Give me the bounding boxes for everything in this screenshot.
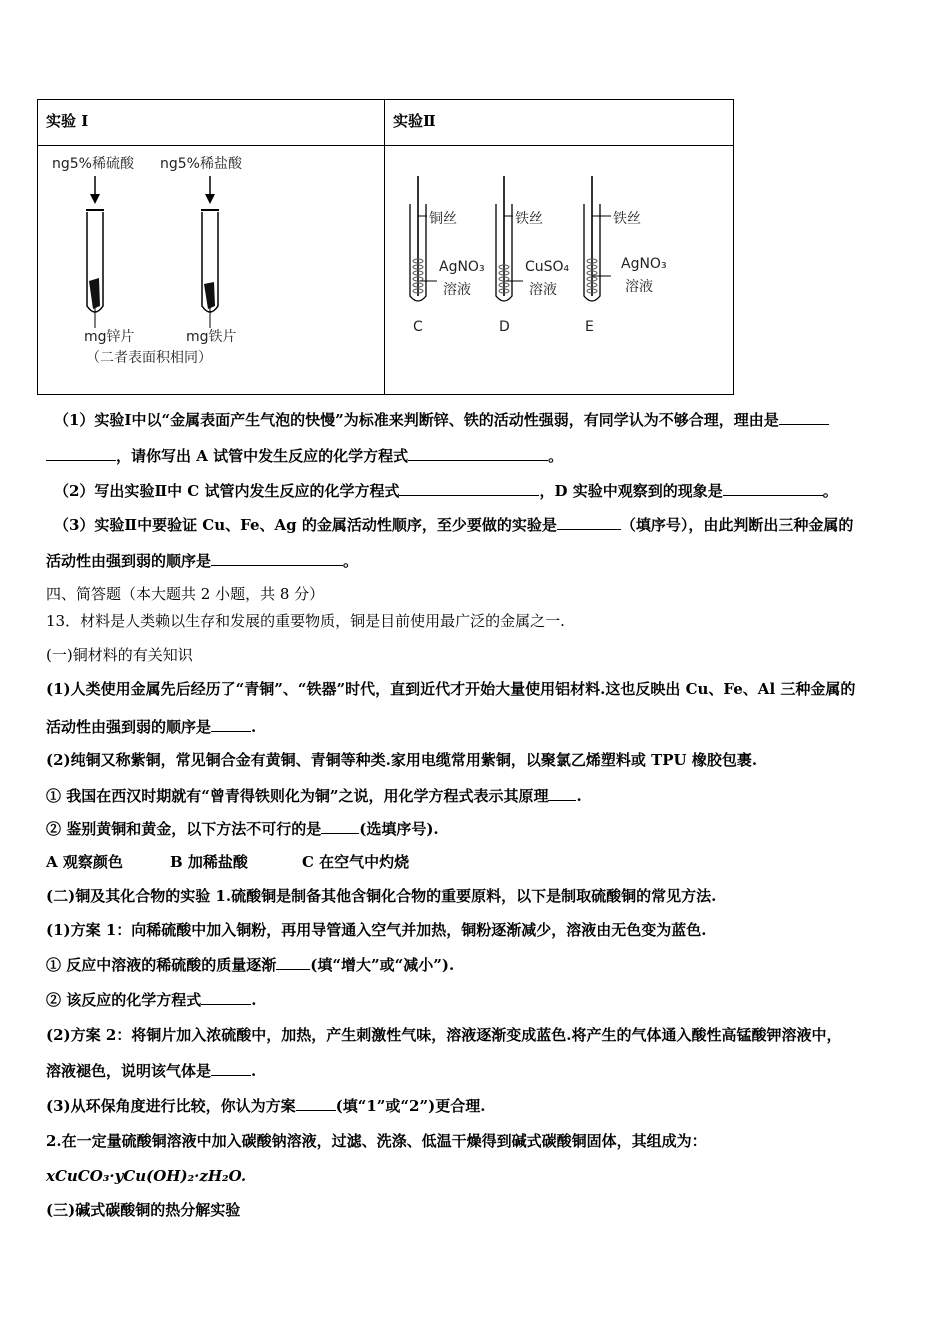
answer-blank[interactable]: [548, 786, 576, 801]
p2-1: (1)方案 1：向稀硫酸中加入铜粉，再用导管通入空气并加热，铜粉逐渐减少，溶液由无色变为蓝色.: [46, 921, 707, 939]
q1-line-1: （1）实验Ⅰ中以“金属表面产生气泡的快慢”为标准来判断锌、铁的活动性强弱，有同学认为不够合理，理由是: [54, 410, 924, 430]
answer-blank[interactable]: [201, 990, 251, 1005]
label-sol-c-1: AgNO₃: [439, 259, 485, 275]
section4-heading: 四、简答题（本大题共 2 小题，共 8 分）: [46, 585, 325, 603]
option-b: B 加稀盐酸: [170, 853, 248, 871]
label-metal-a: mg锌片: [84, 329, 135, 345]
label-sol-e-2: 溶液: [625, 279, 653, 295]
arrowhead-a: [90, 194, 100, 204]
answer-blank[interactable]: [557, 515, 621, 530]
p2-2-line-1: (2)方案 2：将铜片加入浓硫酸中，加热，产生刺激性气味，溶液逐渐变成蓝色.将产生的气体通入酸性高锰酸钾溶液中，: [46, 1026, 842, 1044]
label-wire-d: 铁丝: [515, 211, 543, 227]
answer-blank[interactable]: [211, 551, 343, 566]
option-c: C 在空气中灼烧: [302, 853, 410, 871]
part1-title: (一)铜材料的有关知识: [46, 646, 193, 664]
part2-title: (二)铜及其化合物的实验 1.硫酸铜是制备其他含铜化合物的重要原料，以下是制取硫酸铜的常见方法.: [46, 887, 717, 905]
p1-options: [46, 852, 916, 872]
test-tube-c: [410, 176, 437, 301]
p2-1-2: ② 该反应的化学方程式 .: [46, 991, 257, 1009]
answer-blank[interactable]: [408, 446, 548, 461]
answer-blank[interactable]: [399, 481, 539, 496]
exp2-figure-cell: [385, 146, 734, 395]
label-sol-d-1: CuSO₄: [525, 259, 570, 275]
test-tube-b: [201, 210, 219, 328]
label-tube-c: C: [413, 319, 423, 335]
p2-4: 2.在一定量硫酸铜溶液中加入碳酸钠溶液，过滤、洗涤、低温干燥得到碱式碳酸铜固体，其组成为：: [46, 1132, 707, 1150]
q3-line-1: （3）实验Ⅱ中要验证 Cu、Fe、Ag 的金属活动性顺序，至少要做的实验是 （填序号），由此判断出三种金属的: [54, 516, 854, 534]
q2-line: （2）写出实验Ⅱ中 C 试管内发生反应的化学方程式 ，D 实验中观察到的现象是 。: [54, 482, 838, 500]
q1-line-2: ，请你写出 A 试管中发生反应的化学方程式 。: [46, 446, 916, 466]
q13-intro: 13．材料是人类赖以生存和发展的重要物质，铜是目前使用最广泛的金属之一.: [46, 612, 565, 630]
label-wire-e: 铁丝: [613, 211, 641, 227]
p2-2-line-2: 溶液褪色，说明该气体是 .: [46, 1062, 257, 1080]
answer-blank[interactable]: [321, 819, 359, 834]
label-sol-c-2: 溶液: [443, 282, 471, 298]
answer-blank[interactable]: [46, 446, 116, 461]
q3-line-2: 活动性由强到弱的顺序是 。: [46, 552, 359, 570]
part3-title: (三)碱式碳酸铜的热分解实验: [46, 1201, 241, 1219]
label-metal-b: mg铁片: [186, 329, 237, 345]
answer-blank[interactable]: [276, 955, 310, 970]
p2-1-1: ① 反应中溶液的稀硫酸的质量逐渐 (填“增大”或“减小”).: [46, 956, 455, 974]
answer-blank[interactable]: [723, 481, 823, 496]
answer-blank[interactable]: [296, 1096, 336, 1111]
label-tube-e: E: [585, 319, 594, 335]
answer-blank[interactable]: [211, 1061, 251, 1076]
exp1-figure-cell: [38, 146, 385, 395]
experiment-table: [37, 99, 734, 395]
label-wire-c: 铜丝: [429, 211, 457, 227]
option-a: A 观察颜色: [46, 853, 123, 871]
exp2-header: 实验Ⅱ: [385, 100, 734, 146]
test-tube-d: [496, 176, 523, 301]
exp1-header: 实验 I: [38, 100, 385, 146]
label-acid-a: ng5%稀硫酸: [52, 156, 134, 172]
formula: xCuCO₃·yCu(OH)₂·zH₂O.: [46, 1167, 247, 1185]
label-sol-e-1: AgNO₃: [621, 256, 667, 272]
answer-blank[interactable]: [211, 717, 251, 732]
label-acid-b: ng5%稀盐酸: [160, 156, 242, 172]
answer-blank[interactable]: [779, 410, 829, 425]
label-tube-d: D: [499, 319, 510, 335]
p2-3: (3)从环保角度进行比较，你认为方案 (填“1”或“2”)更合理.: [46, 1097, 486, 1115]
p1-2: (2)纯铜又称紫铜，常见铜合金有黄铜、青铜等种类.家用电缆常用紫铜，以聚氯乙烯塑料或 TPU 橡胶包裹.: [46, 751, 758, 769]
label-note: （二者表面积相同）: [86, 350, 212, 366]
label-sol-d-2: 溶液: [529, 282, 557, 298]
test-tube-e: [584, 176, 611, 301]
test-tube-a: [86, 210, 104, 328]
p1-2-1: ① 我国在西汉时期就有“曾青得铁则化为铜”之说，用化学方程式表示其原理 .: [46, 787, 582, 805]
p1-2-2: ② 鉴别黄铜和黄金，以下方法不可行的是 (选填序号).: [46, 820, 439, 838]
p1-1-line-1: (1)人类使用金属先后经历了“青铜”、“铁器”时代，直到近代才开始大量使用铝材料.这也反映出 Cu、Fe、Al 三种金属的: [46, 680, 856, 698]
arrowhead-b: [205, 194, 215, 204]
p1-1-line-2: 活动性由强到弱的顺序是 .: [46, 718, 257, 736]
